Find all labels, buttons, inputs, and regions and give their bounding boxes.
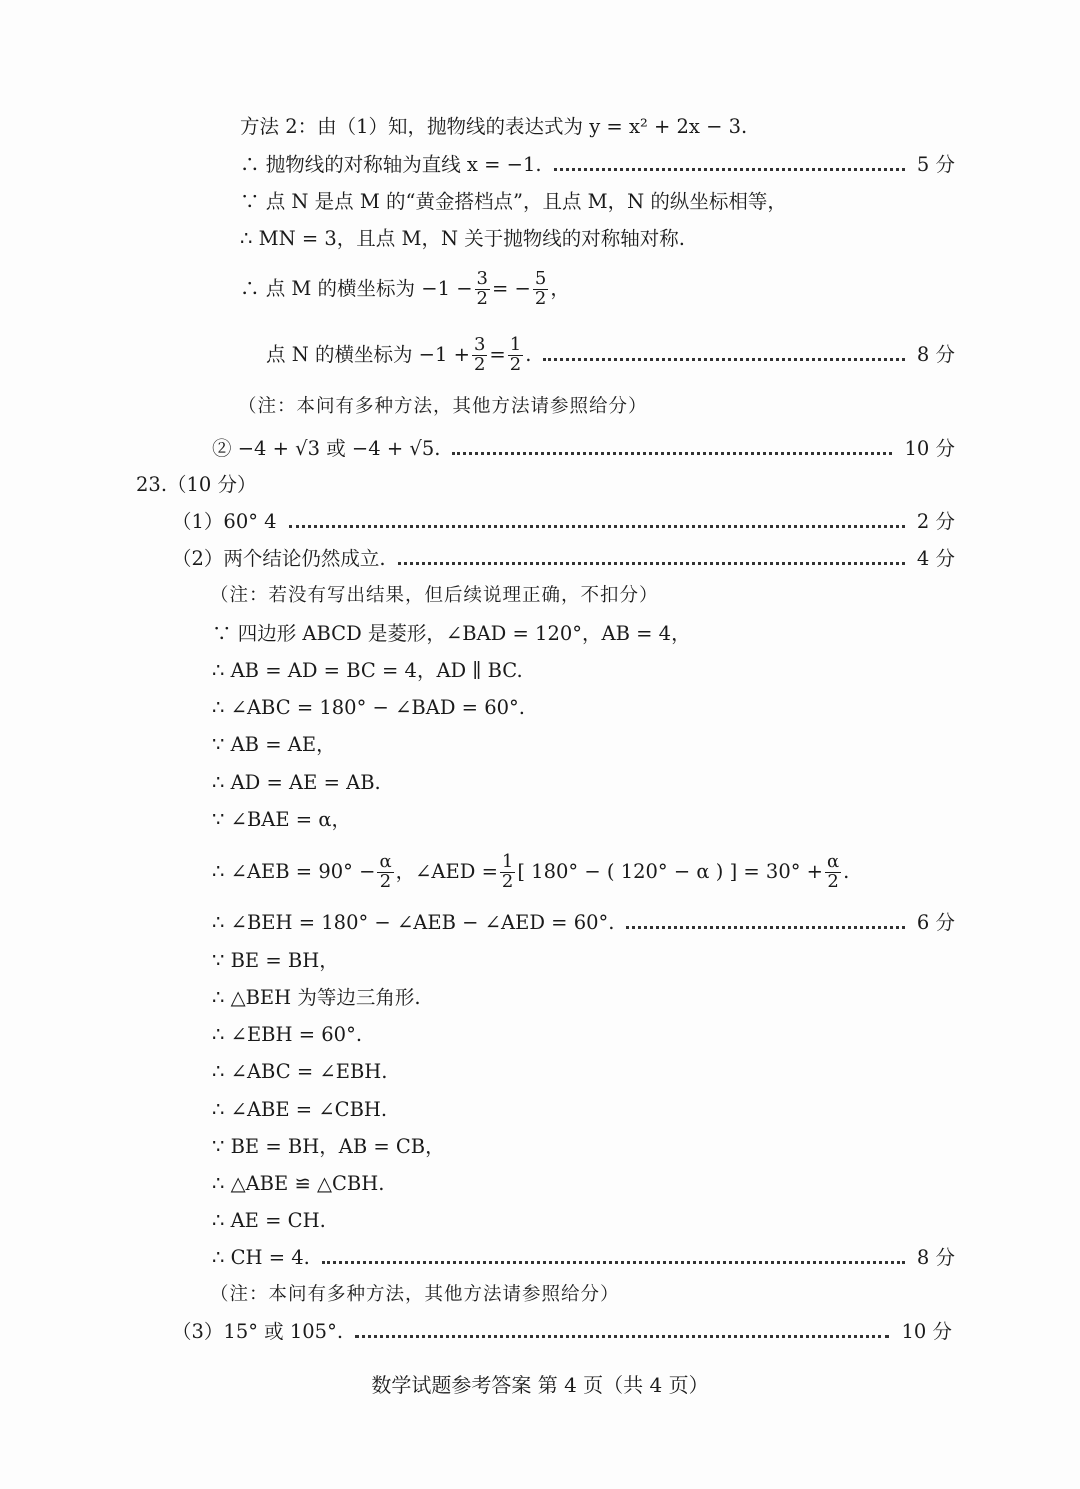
q22-part2-answer — [212, 435, 955, 463]
line-text: ， — [550, 277, 570, 300]
numerator: α — [827, 850, 840, 872]
q23-part2 — [172, 545, 955, 573]
score-label: 6 分 — [916, 911, 955, 934]
method2-note — [238, 393, 648, 421]
line-text: ∴ ∠ABC = 180° − ∠BAD = 60°. — [212, 696, 525, 719]
fraction — [533, 267, 548, 309]
method2-mn — [240, 225, 685, 253]
leader-dots — [554, 168, 905, 171]
line-text: ∴ △ABE ≌ △CBH. — [212, 1172, 385, 1195]
line-text: （注：若没有写出结果，但后续说理正确，不扣分） — [210, 585, 659, 606]
method2-m-abscissa — [240, 259, 570, 319]
line-text: = − — [492, 277, 531, 300]
score-label: 10 分 — [904, 437, 955, 460]
method2-condition — [240, 188, 787, 216]
fraction — [500, 850, 515, 892]
step-2 — [212, 657, 523, 685]
line-text: ② −4 + √3 或 −4 + √5. — [212, 437, 441, 460]
line-text: . — [843, 860, 850, 883]
line-text: ∵ AB = AE， — [212, 733, 336, 756]
q23-part1 — [172, 508, 955, 536]
line-text: ∵ 四边形 ABCD 是菱形，∠BAD = 120°，AB = 4， — [212, 622, 691, 645]
line-text: 点 N 的横坐标为 −1 + — [266, 343, 470, 366]
q23-note1 — [210, 582, 659, 610]
step-17 — [212, 1244, 955, 1272]
line-text: ∵ BE = BH，AB = CB， — [212, 1135, 445, 1158]
line-text: [ 180° − ( 120° − α ) ] = 30° + — [517, 860, 824, 883]
leader-dots — [322, 1261, 905, 1264]
step-13 — [212, 1096, 387, 1124]
fraction — [825, 850, 841, 892]
leader-dots — [355, 1335, 889, 1338]
score-label: 5 分 — [916, 153, 955, 176]
score-label: 2 分 — [916, 510, 955, 533]
line-text: （2）两个结论仍然成立. — [172, 547, 386, 570]
fraction — [475, 267, 490, 309]
denominator: 2 — [476, 287, 488, 309]
line-text: （注：本问有多种方法，其他方法请参照给分） — [210, 1284, 620, 1305]
q23-note2 — [210, 1281, 620, 1309]
fraction — [472, 333, 487, 375]
numerator: 5 — [534, 267, 547, 289]
denominator: 2 — [473, 353, 486, 375]
line-text: ∴ 抛物线的对称轴为直线 x = −1. — [240, 153, 542, 176]
denominator: 2 — [827, 870, 839, 892]
line-text: ∴ 点 M 的横坐标为 −1 − — [240, 277, 473, 300]
numerator: 3 — [473, 333, 486, 355]
fraction — [377, 850, 393, 892]
method2-axis-line — [240, 151, 955, 179]
leader-dots — [452, 452, 892, 455]
line-text: ∴ MN = 3，且点 M，N 关于抛物线的对称轴对称. — [240, 227, 685, 250]
leader-dots — [543, 358, 904, 361]
step-14 — [212, 1133, 445, 1161]
step-7 — [212, 842, 849, 902]
line-text: ∴ ∠ABC = ∠EBH. — [212, 1060, 388, 1083]
line-text: ∴ ∠EBH = 60°. — [212, 1023, 363, 1046]
step-15 — [212, 1170, 384, 1198]
denominator: 2 — [509, 353, 522, 375]
line-text: ∴ AE = CH. — [212, 1209, 326, 1232]
line-text: ∴ AD = AE = AB. — [212, 771, 381, 794]
numerator: 3 — [476, 267, 488, 289]
score-label: 8 分 — [916, 1246, 955, 1269]
line-text: ∴ CH = 4. — [212, 1246, 310, 1269]
line-text: = — [489, 343, 506, 366]
line-text: 方法 2：由（1）知，抛物线的表达式为 y = x² + 2x − 3. — [240, 115, 748, 138]
line-text: （注：本问有多种方法，其他方法请参照给分） — [238, 396, 648, 417]
line-text: ∴ △BEH 为等边三角形. — [212, 986, 421, 1009]
line-text: 23.（10 分） — [136, 473, 257, 496]
numerator: 1 — [501, 850, 514, 872]
line-text: ∴ AB = AD = BC = 4，AD ∥ BC. — [212, 659, 523, 682]
line-text: ∵ BE = BH， — [212, 949, 339, 972]
score-label: 4 分 — [916, 547, 955, 570]
q23-title — [136, 471, 257, 499]
line-text: ∴ ∠AEB = 90° − — [212, 860, 376, 883]
method2-intro — [240, 113, 747, 141]
step-4 — [212, 731, 336, 759]
line-text: ∴ ∠ABE = ∠CBH. — [212, 1098, 388, 1121]
denominator: 2 — [501, 870, 514, 892]
fraction — [508, 333, 523, 375]
step-8 — [212, 909, 955, 937]
step-6 — [212, 806, 351, 834]
numerator: 1 — [509, 333, 522, 355]
line-text: （3）15° 或 105°. — [172, 1320, 344, 1343]
step-11 — [212, 1021, 362, 1049]
step-16 — [212, 1207, 326, 1235]
numerator: α — [379, 850, 392, 872]
step-12 — [212, 1058, 387, 1086]
step-1 — [212, 620, 691, 648]
denominator: 2 — [534, 287, 547, 309]
page-footer: 数学试题参考答案 第 4 页（共 4 页） — [371, 1373, 709, 1397]
step-5 — [212, 769, 381, 797]
line-text: ∵ ∠BAE = α， — [212, 808, 351, 831]
step-3 — [212, 694, 525, 722]
leader-dots — [289, 525, 905, 528]
score-label: 10 分 — [901, 1320, 952, 1343]
line-text: ∴ ∠BEH = 180° − ∠AEB − ∠AED = 60°. — [212, 911, 615, 934]
line-text: ∵ 点 N 是点 M 的“黄金搭档点”，且点 M，N 的纵坐标相等， — [240, 190, 787, 213]
line-text: ，∠AED = — [395, 860, 498, 883]
denominator: 2 — [379, 870, 392, 892]
step-10 — [212, 984, 421, 1012]
line-text: . — [525, 343, 532, 366]
method2-n-abscissa — [266, 325, 955, 385]
score-label: 8 分 — [916, 343, 955, 366]
q23-part3 — [172, 1318, 952, 1346]
leader-dots — [626, 926, 904, 929]
leader-dots — [398, 562, 905, 565]
line-text: （1）60° 4 — [172, 510, 277, 533]
step-9 — [212, 947, 339, 975]
